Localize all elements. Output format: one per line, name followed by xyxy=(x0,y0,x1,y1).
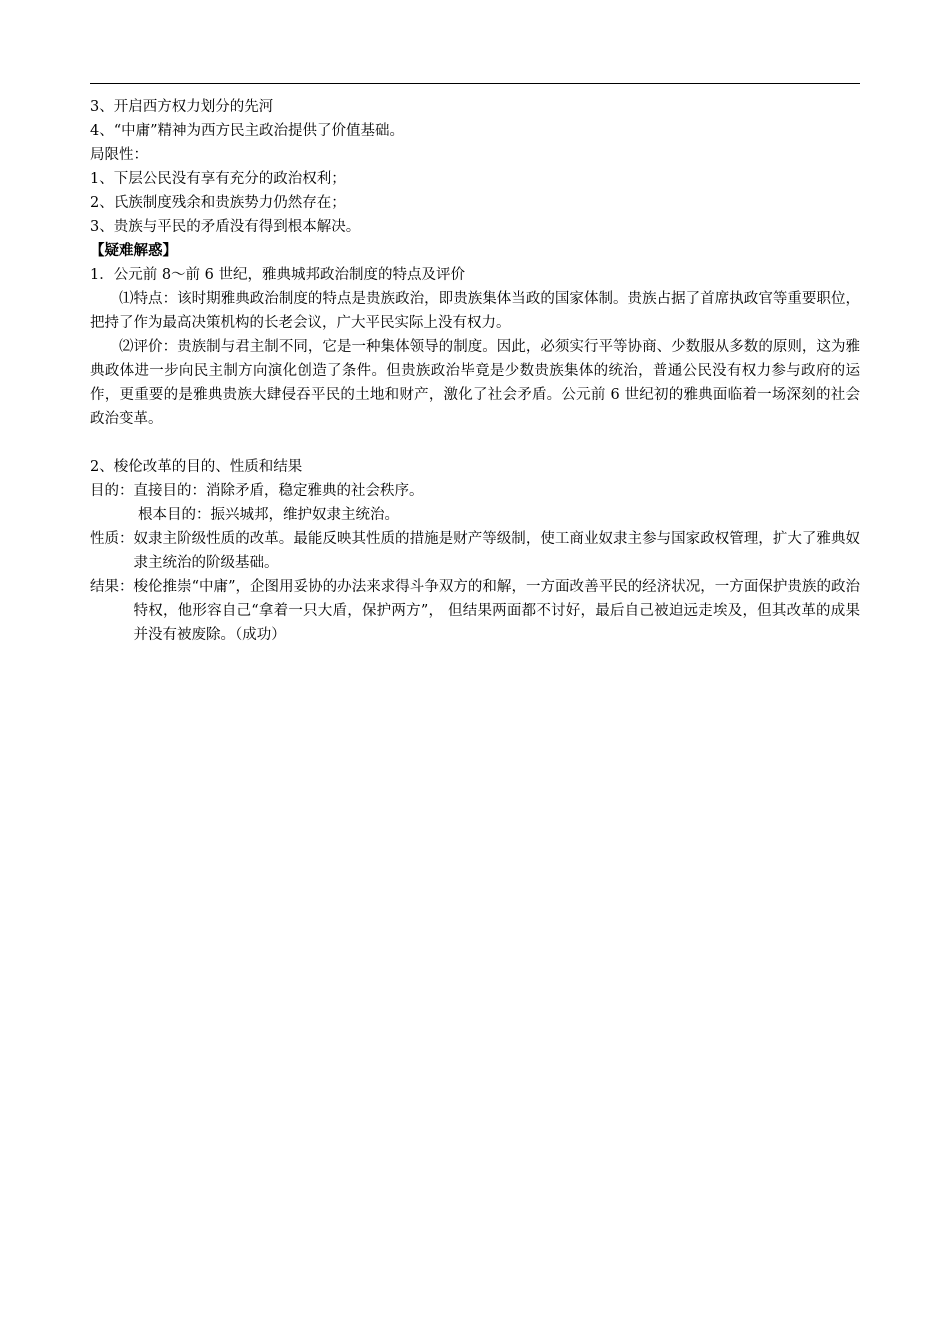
limitation-item-2: 2、氏族制度残余和贵族势力仍然存在； xyxy=(90,195,346,211)
q2-title: 2、梭伦改革的目的、性质和结果 xyxy=(90,459,303,475)
limitation-item-1: 1、下层公民没有享有充分的政治权利； xyxy=(90,171,346,187)
purpose-block xyxy=(90,479,860,503)
significance-item-4: 4、“中庸”精神为西方民主政治提供了价值基础。 xyxy=(90,123,405,139)
result-block xyxy=(90,575,860,647)
purpose-label: 目的： xyxy=(90,483,134,499)
purpose-direct: 直接目的：消除矛盾，稳定雅典的社会秩序。 xyxy=(133,483,424,499)
q1-title: 1．公元前 8～前 6 世纪，雅典城邦政治制度的特点及评价 xyxy=(90,267,466,283)
limitation-item-3: 3、贵族与平民的矛盾没有得到根本解决。 xyxy=(90,219,361,235)
spacer xyxy=(90,431,860,455)
purpose-root: 根本目的：振兴城邦，维护奴隶主统治。 xyxy=(138,507,399,523)
header-rule xyxy=(90,83,860,84)
nature-block xyxy=(90,527,860,575)
q1-features-paragraph: ⑴特点：该时期雅典政治制度的特点是贵族政治，即贵族集体当政的国家体制。贵族占据了首席执政官等重要职位，把持了作为最高决策机构的长老会议，广大平民实际上没有权力。 xyxy=(90,291,860,331)
nature-label: 性质： xyxy=(90,531,134,547)
document-body xyxy=(90,95,860,647)
q1-evaluation-paragraph: ⑵评价：贵族制与君主制不同，它是一种集体领导的制度。因此，必须实行平等协商、少数服从多数的原则，这为雅典政体进一步向民主制方向演化创造了条件。但贵族政治毕竟是少数贵族集体的统治，普通公民没有权力参与政府的运作，更重要的是雅典贵族大肆侵吞平民的土地和财产，激化了社会矛盾。公元前 6 世纪初的雅典面临着一场深刻的社会政治变革。 xyxy=(90,339,860,427)
limitations-heading: 局限性： xyxy=(90,147,148,163)
qa-heading: 【疑难解惑】 xyxy=(90,242,177,259)
significance-item-3: 3、开启西方权力划分的先河 xyxy=(90,99,274,115)
result-text: 梭伦推崇“中庸”，企图用妥协的办法来求得斗争双方的和解，一方面改善平民的经济状况，一方面保护贵族的政治特权，他形容自己“拿着一只大盾，保护两方”， 但结果两面都不讨好，最后自己被迫远走埃及，但其改革的成果并没有被废除。（成功） xyxy=(133,579,860,643)
result-label: 结果： xyxy=(90,579,134,595)
nature-text: 奴隶主阶级性质的改革。最能反映其性质的措施是财产等级制，使工商业奴隶主参与国家政权管理，扩大了雅典奴隶主统治的阶级基础。 xyxy=(133,531,860,571)
